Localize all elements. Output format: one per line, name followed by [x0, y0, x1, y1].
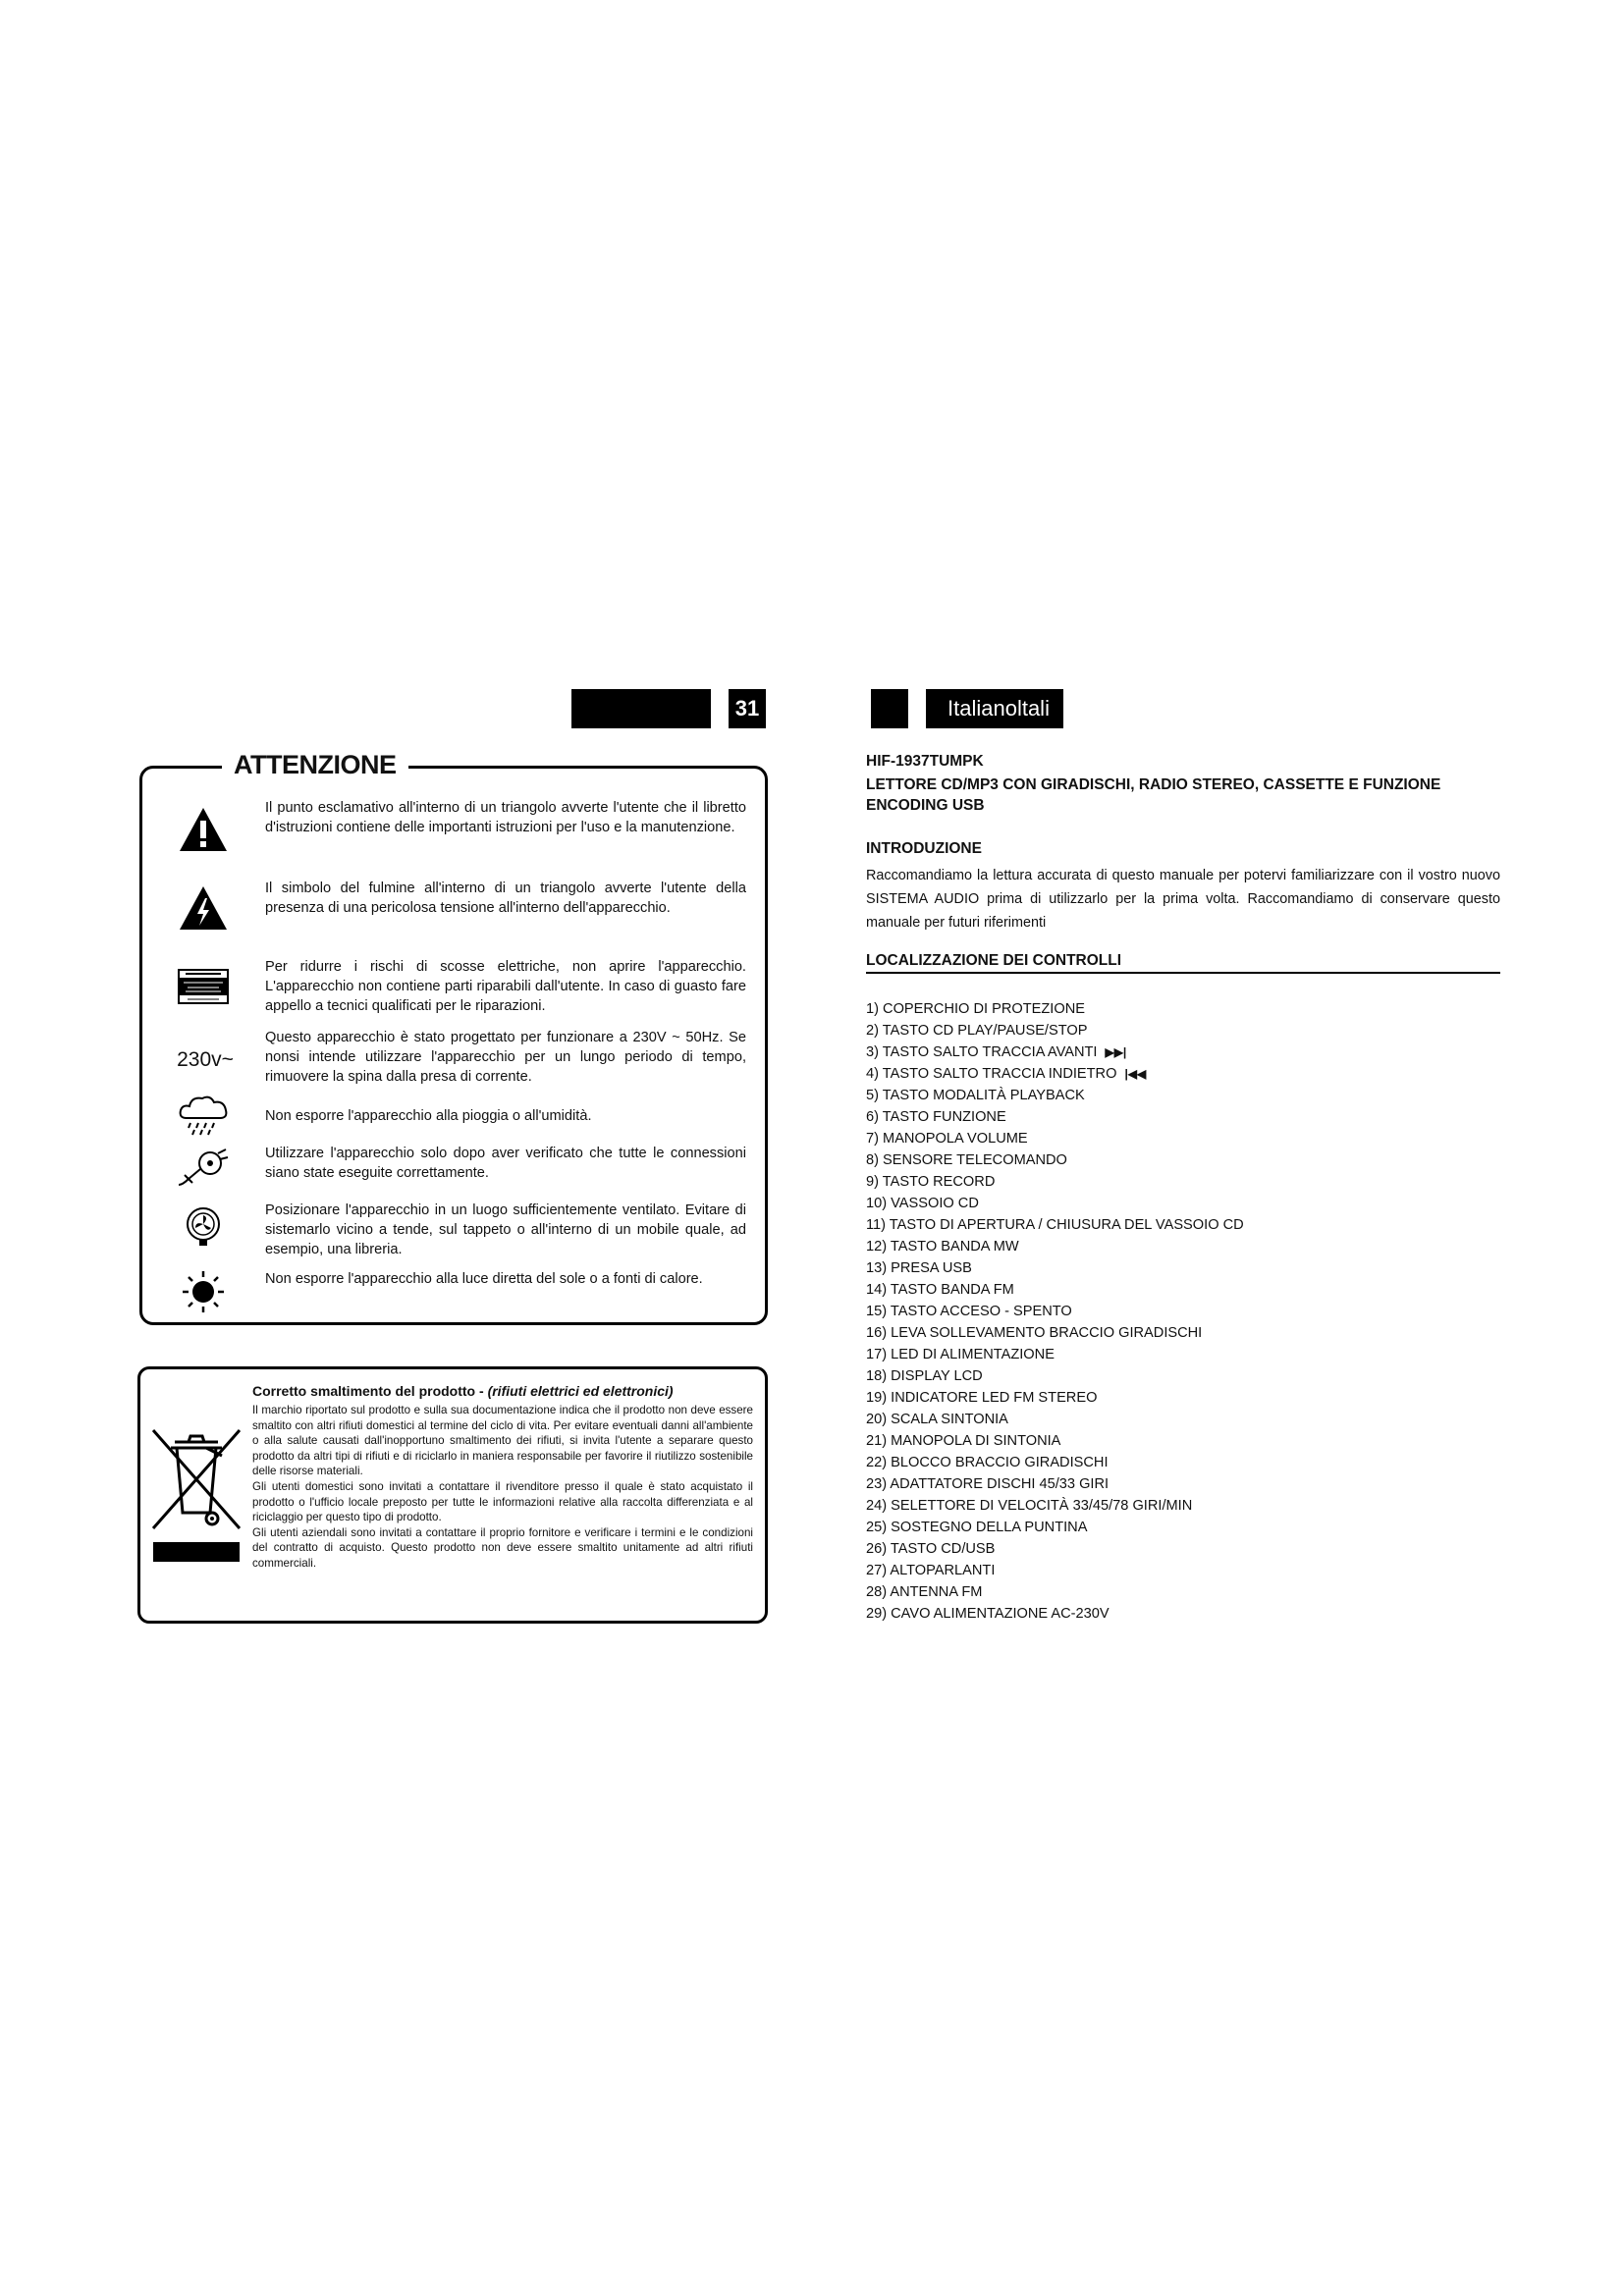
warning-box: [139, 766, 768, 1325]
list-item: 19) INDICATORE LED FM STEREO: [866, 1390, 1098, 1406]
list-item: 23) ADATTATORE DISCHI 45/33 GIRI: [866, 1476, 1110, 1492]
list-item: 14) TASTO BANDA FM: [866, 1282, 1014, 1298]
list-item: 6) TASTO FUNZIONE: [866, 1109, 1006, 1125]
list-item: 16) LEVA SOLLEVAMENTO BRACCIO GIRADISCHI: [866, 1325, 1203, 1341]
product-model: HIF-1937TUMPK: [866, 753, 984, 770]
sun-icon: [172, 1269, 235, 1314]
list-item: 25) SOSTEGNO DELLA PUNTINA: [866, 1520, 1088, 1535]
crossed-bin-icon: [147, 1426, 245, 1567]
list-item: 21) MANOPOLA DI SINTONIA: [866, 1433, 1061, 1449]
warning-title: ATTENZIONE: [222, 750, 408, 780]
list-item: 8) SENSORE TELECOMANDO: [866, 1152, 1067, 1168]
list-item: 11) TASTO DI APERTURA / CHIUSURA DEL VASSOIO CD: [866, 1217, 1244, 1233]
warning-text: Non esporre l'apparecchio alla pioggia o all'umidità.: [265, 1108, 592, 1124]
header-bar-left: [571, 689, 711, 728]
list-item: 12) TASTO BANDA MW: [866, 1239, 1019, 1255]
list-item: 2) TASTO CD PLAY/PAUSE/STOP: [866, 1023, 1088, 1039]
list-item: 1) COPERCHIO DI PROTEZIONE: [866, 1001, 1085, 1017]
lightning-triangle-icon: [172, 884, 235, 932]
skip-back-icon: |◀◀: [1124, 1067, 1147, 1081]
caution-label-icon: [172, 969, 235, 1004]
warning-text: Per ridurre i rischi di scosse elettriche, non aprire l'apparecchio. L'apparecchio non contiene parti riparabili dall'utente. In caso di guasto fare appello a tecnici qualificati per le riparazioni.: [265, 959, 746, 1014]
warning-text: Non esporre l'apparecchio alla luce diretta del sole o a fonti di calore.: [265, 1271, 703, 1287]
product-subtitle: LETTORE CD/MP3 CON GIRADISCHI, RADIO STEREO, CASSETTE E FUNZIONE ENCODING USB: [866, 776, 1441, 814]
list-item: 18) DISPLAY LCD: [866, 1368, 983, 1384]
list-item: 9) TASTO RECORD: [866, 1174, 996, 1190]
list-item: 4) TASTO SALTO TRACCIA INDIETRO |◀◀: [866, 1066, 1147, 1082]
list-item: 15) TASTO ACCESO - SPENTO: [866, 1304, 1072, 1319]
page-number: 31: [729, 689, 766, 728]
intro-text: Raccomandiamo la lettura accurata di questo manuale per potervi familiarizzare con il vostro nuovo SISTEMA AUDIO prima di utilizzarlo per la prima volta. Raccomandiamo di conservare questo manuale per futuri riferimenti: [866, 868, 1500, 931]
list-item: 28) ANTENNA FM: [866, 1584, 983, 1600]
list-item: 22) BLOCCO BRACCIO GIRADISCHI: [866, 1455, 1109, 1470]
warning-text: Questo apparecchio è stato progettato per funzionare a 230V ~ 50Hz. Se nonsi intende utilizzare l'apparecchio per un lungo periodo di tempo, rimuovere la spina dalla presa di corrente.: [265, 1030, 746, 1085]
warning-text: Posizionare l'apparecchio in un luogo sufficientemente ventilato. Evitare di sistemarlo vicino a tende, sul tappeto o all'interno di un mobile quale, ad esempio, una libreria.: [265, 1202, 746, 1257]
list-item: 20) SCALA SINTONIA: [866, 1412, 1008, 1427]
list-item: 17) LED DI ALIMENTAZIONE: [866, 1347, 1055, 1362]
rain-cloud-icon: [172, 1093, 235, 1136]
warning-text: Il simbolo del fulmine all'interno di un triangolo avverte l'utente della presenza di una pericolosa tensione all'interno dell'apparecchio.: [265, 881, 746, 916]
language-tab: Italianoltali: [926, 689, 1063, 728]
skip-forward-icon: ▶▶|: [1105, 1045, 1127, 1059]
warning-text: Utilizzare l'apparecchio solo dopo aver verificato che tutte le connessioni siano state eseguite correttamente.: [265, 1146, 746, 1181]
list-item: 10) VASSOIO CD: [866, 1196, 979, 1211]
list-item: 29) CAVO ALIMENTAZIONE AC-230V: [866, 1606, 1110, 1622]
voltage-icon: 230v~: [177, 1048, 234, 1071]
header-bar-square: [871, 689, 908, 728]
controls-heading: LOCALIZZAZIONE DEI CONTROLLI: [866, 952, 1500, 974]
disposal-title: Corretto smaltimento del prodotto - (rifiuti elettrici ed elettronici): [252, 1383, 674, 1399]
list-item: 24) SELETTORE DI VELOCITÀ 33/45/78 GIRI/MIN: [866, 1498, 1193, 1514]
list-item: 5) TASTO MODALITÀ PLAYBACK: [866, 1088, 1085, 1103]
warning-text: Il punto esclamativo all'interno di un triangolo avverte l'utente che il libretto d'istruzioni contiene delle importanti istruzioni per l'uso e la manutenzione.: [265, 800, 746, 835]
exclamation-triangle-icon: [172, 806, 235, 853]
intro-heading: INTRODUZIONE: [866, 840, 982, 857]
list-item: 13) PRESA USB: [866, 1260, 972, 1276]
list-item: 26) TASTO CD/USB: [866, 1541, 996, 1557]
list-item: 3) TASTO SALTO TRACCIA AVANTI ▶▶|: [866, 1044, 1127, 1060]
list-item: 27) ALTOPARLANTI: [866, 1563, 996, 1578]
disposal-text: Il marchio riportato sul prodotto e sulla sua documentazione indica che il prodotto non deve essere smaltito con altri rifiuti domestici al termine del ciclo di vita. Per evitare eventuali danni all'ambiente o alla salute causati dall'inopportuno smaltimento dei rifiuti, si invita l'utente a separare questo prodotto da altri tipi di rifiuti e di riciclarlo in maniera responsabile per favorire il riutilizzo sostenibile delle risorse materiali. Gli utenti domestici sono invitati a contattare il rivenditore presso il quale è stato acquistato il prodotto o l'ufficio locale preposto per tutte le informazioni relative alla raccolta differenziata e al riciclaggio per questo tipo di prodotto. Gli utenti aziendali sono invitati a contattare il proprio fornitore e verificare i termini e le condizioni del contratto di acquisto. Questo prodotto non deve essere smaltito unitamente ad altri rifiuti commerciali.: [252, 1404, 753, 1570]
ventilation-fan-icon: [172, 1206, 235, 1248]
plug-connection-icon: [172, 1146, 235, 1189]
list-item: 7) MANOPOLA VOLUME: [866, 1131, 1028, 1147]
controls-list: [866, 998, 1500, 1625]
